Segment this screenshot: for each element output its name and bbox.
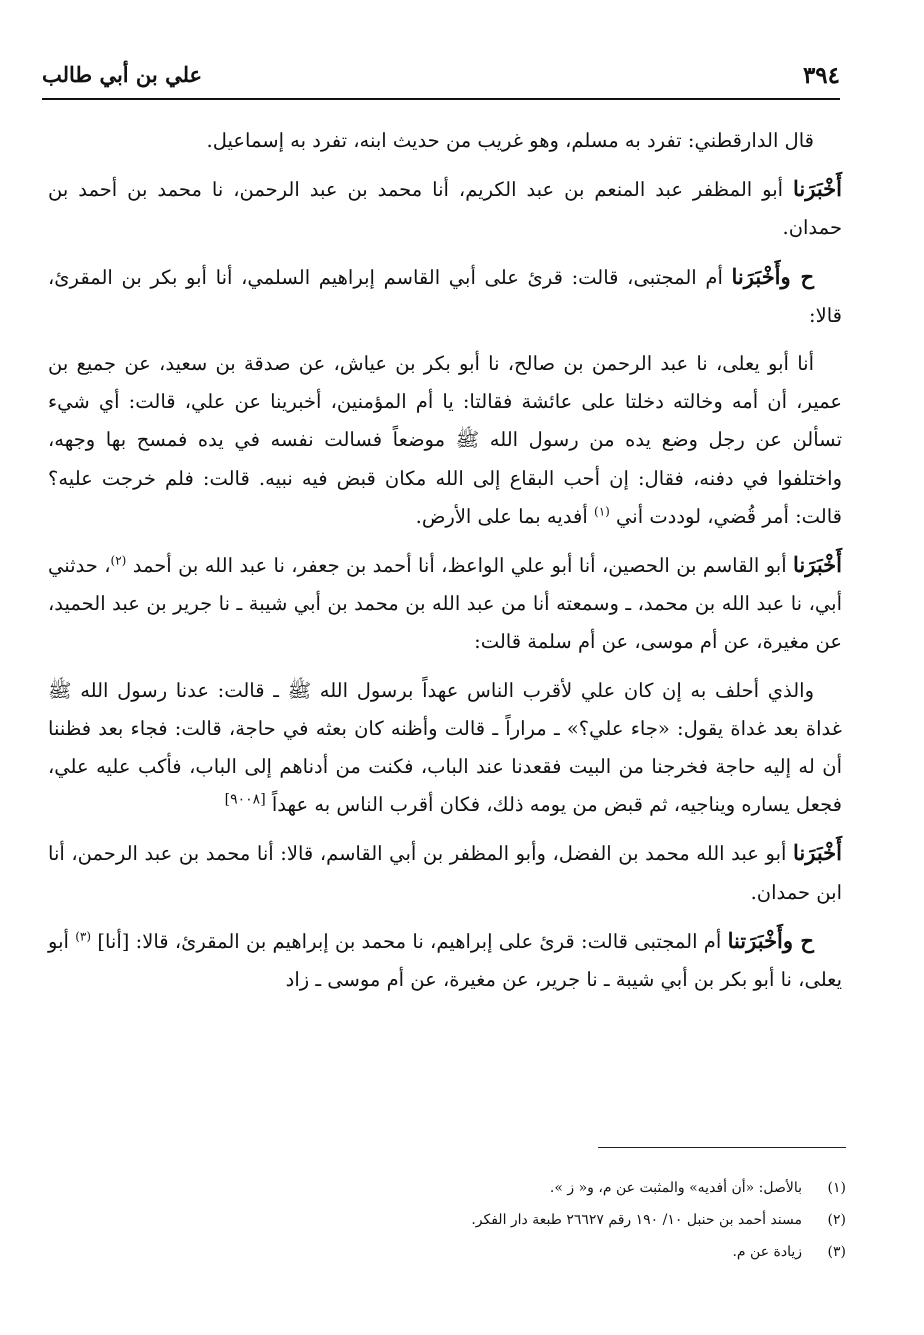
paragraph-text: أم المجتبى، قالت: قرئ على أبي القاسم إبراهيم السلمي، أنا أبو بكر بن المقرئ، قالا: <box>48 265 842 327</box>
footnote-reference: (٢) <box>110 553 127 568</box>
paragraph <box>48 672 842 825</box>
paragraph-text: ، حدثني أبي، نا عبد الله بن محمد، ـ وسمعته أنا من عبد الله بن محمد بن أبي شيبة ـ نا جرير بن عبد الحميد، عن مغيرة، عن أم موسى، عن أم سلمة قالت: <box>48 554 842 654</box>
footnote <box>76 1172 846 1204</box>
paragraph-text: أبو عبد الله محمد بن الفضل، وأبو المظفر بن أبي القاسم، قالا: أنا محمد بن عبد الرحمن، أنا ابن حمدان. <box>48 842 842 904</box>
paragraph-text: أبو يعلى، نا أبو بكر بن أبي شيبة ـ نا جرير، عن مغيرة، عن أم موسى ـ زاد <box>48 929 842 992</box>
footnotes <box>76 1172 846 1268</box>
footnote-number: (٣) <box>827 1244 846 1260</box>
paragraph-text: أم المجتبى قالت: قرئ على إبراهيم، نا محمد بن إبراهيم بن المقرئ، قالا: [أنا] <box>97 929 728 953</box>
footnote <box>76 1204 846 1236</box>
paragraph <box>48 922 842 999</box>
paragraph-text: والذي أحلف به إن كان علي لأقرب الناس عهداً برسول الله ﷺ ـ قالت: عدنا رسول الله ﷺ غداة بعد غداة يقول: «جاء علي؟» ـ مراراً ـ قالت وأظنه كان بعثه في حاجة، قالت: فجاء بعد فظننا أن له إليه حاجة فخرجنا من البيت فقعدنا عند الباب، فكنت من أدناهم إلى الباب، فأكب عليه علي، فجعل يساره ويناجيه، ثم قبض من يومه ذلك، فكان أقرب الناس به عهداً <box>48 678 842 817</box>
footnote-number: (١) <box>827 1180 846 1196</box>
isnad-prefix: ح <box>790 263 814 289</box>
paragraph-text: أفديه بما على الأرض. <box>415 504 594 528</box>
isnad-keyword: وأَخْبَرَتنا <box>727 927 794 953</box>
paragraph-text: أنا أبو يعلى، نا عبد الرحمن بن صالح، نا أبو بكر بن عياش، عن صدقة بن سعيد، عن جميع بن عمير، أن أمه وخالته دخلتا على عائشة فقالتا: يا أم المؤمنين، أخبرينا عن علي، قالت: أي شيء تسألن عن رجل وضع يده من رسول الله ﷺ موضعاً فسالت نفسه في يده فمسح بها وجهه، واختلفوا في دفنه، فقال: إن أحب البقاع إلى الله مكان قبض فيه نبيه. قالت: فلم خرجت عليه؟ قالت: أمر قُضي، لوددت أني <box>48 352 842 528</box>
isnad-keyword: وأَخْبَرَنا <box>731 263 791 289</box>
main-text <box>48 122 842 999</box>
footnote-reference: (١) <box>594 504 610 519</box>
footnote-text: زيادة عن م. <box>732 1244 802 1260</box>
paragraph-text: أبو القاسم بن الحصين، أنا أبو علي الواعظ، أنا أحمد بن جعفر، نا عبد الله بن أحمد <box>132 554 794 578</box>
isnad-keyword: أَخْبَرَنا <box>793 176 842 202</box>
isnad-prefix: ح <box>793 927 814 953</box>
hadith-number: [٩٠٠٨] <box>224 791 266 808</box>
footnote-number: (٢) <box>827 1212 846 1228</box>
paragraph-text: أبو المظفر عبد المنعم بن عبد الكريم، أنا محمد بن عبد الرحمن، نا محمد بن أحمد بن حمدان. <box>48 178 842 240</box>
paragraph <box>48 258 842 335</box>
footnote <box>76 1236 846 1268</box>
footnote-text: بالأصل: «أن أفديه» والمثبت عن م، و« ز ». <box>549 1180 802 1196</box>
paragraph <box>48 834 842 911</box>
paragraph <box>48 170 842 247</box>
footnote-reference: (٣) <box>75 929 92 944</box>
isnad-keyword: أَخْبَرَنا <box>793 552 842 578</box>
running-title: علي بن أبي طالب <box>42 62 203 87</box>
footnote-separator <box>598 1147 846 1148</box>
paragraph <box>48 546 842 662</box>
paragraph-text: قال الدارقطني: تفرد به مسلم، وهو غريب من حديث ابنه، تفرد به إسماعيل. <box>206 129 814 152</box>
isnad-keyword: أَخْبَرَنا <box>793 840 842 866</box>
paragraph <box>48 122 842 160</box>
footnote-text: مسند أحمد بن حنبل ١٠/ ١٩٠ رقم ٢٦٦٢٧ طبعة دار الفكر. <box>471 1212 802 1228</box>
paragraph <box>48 345 842 536</box>
page-header <box>42 62 840 100</box>
page-number: ٣٩٤ <box>802 62 840 89</box>
